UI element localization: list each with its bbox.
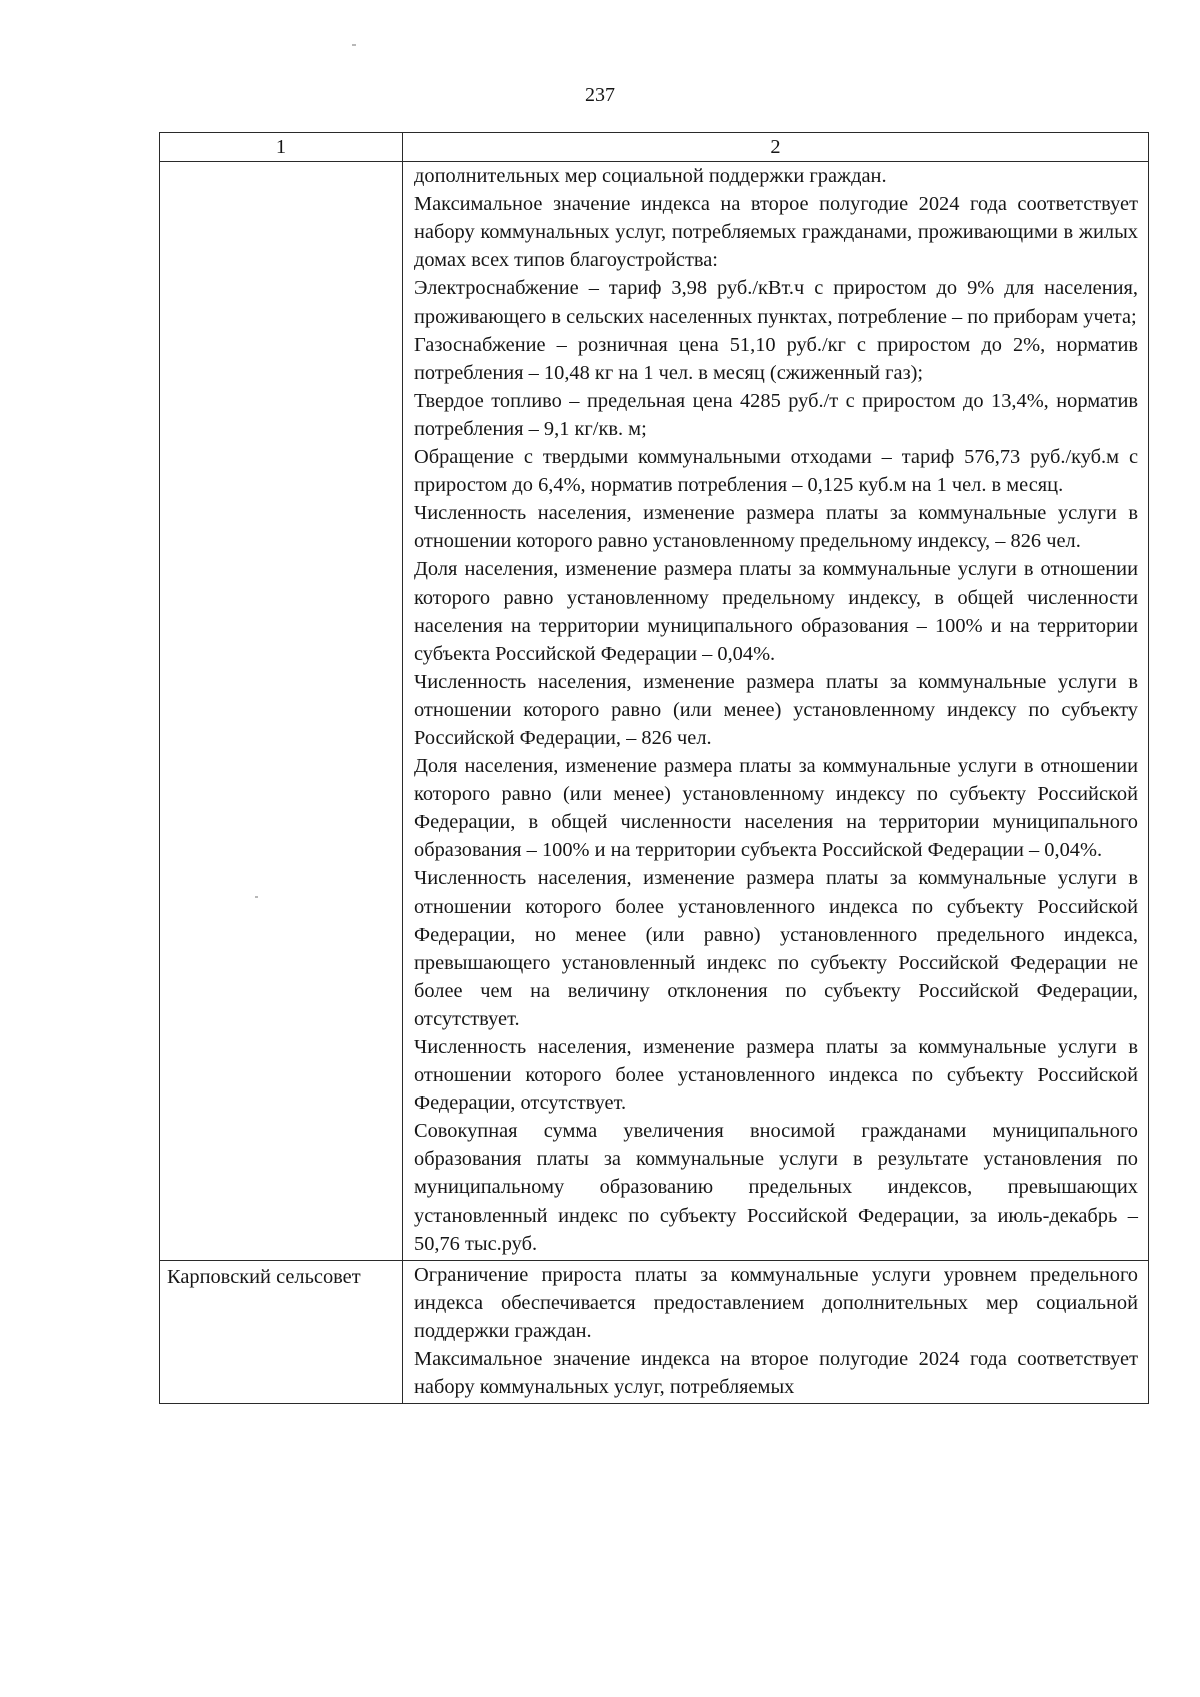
- paragraph: Численность населения, изменение размера платы за коммунальные услуги в отношении которого равно установленному предельному индексу, – 826 чел.: [414, 502, 1138, 553]
- page-number: 237: [585, 84, 615, 106]
- paragraph: Численность населения, изменение размера платы за коммунальные услуги в отношении которого более установленного индекса по субъекту Российской Федерации, но менее (или равно) установленного предельного индекса, превышающего установленный индекс по субъекту Российской Федерации не более чем на величину отклонения по субъекту Российской Федерации, отсутствует.: [414, 867, 1138, 1030]
- paragraph: Газоснабжение – розничная цена 51,10 руб./кг с приростом до 2%, норматив потребления – 10,48 кг на 1 чел. в месяц (сжиженный газ);: [414, 333, 1138, 384]
- paragraph: Твердое топливо – предельная цена 4285 руб./т с приростом до 13,4%, норматив потребления – 9,1 кг/кв. м;: [414, 389, 1138, 440]
- paragraph: Доля населения, изменение размера платы за коммунальные услуги в отношении которого равно (или менее) установленному индексу по субъекту Российской Федерации, в общей численности населения на территории муниципального образования – 100% и на территории субъекта Российской Федерации – 0,04%.: [414, 755, 1138, 862]
- paragraph: Доля населения, изменение размера платы за коммунальные услуги в отношении которого равно установленному предельному индексу, в общей численности населения на территории муниципального образования – 100% и на территории субъекта Российской Федерации – 0,04%.: [414, 558, 1138, 665]
- column-header-2: 2: [403, 133, 1149, 162]
- paragraph: Максимальное значение индекса на второе полугодие 2024 года соответствует набору коммунальных услуг, потребляемых: [414, 1348, 1138, 1399]
- table-header-row: [160, 133, 1149, 162]
- paragraph: Численность населения, изменение размера платы за коммунальные услуги в отношении которого равно (или менее) установленному индексу по субъекту Российской Федерации, – 826 чел.: [414, 670, 1138, 749]
- paragraph: Совокупная сумма увеличения вносимой гражданами муниципального образования платы за коммунальные услуги в результате установления по муниципальному образованию предельных индексов, превышающих установленный индекс по субъекту Российской Федерации, за июль-декабрь – 50,76 тыс.руб.: [414, 1120, 1138, 1255]
- paragraph: Численность населения, изменение размера платы за коммунальные услуги в отношении которого более установленного индекса по субъекту Российской Федерации, отсутствует.: [414, 1036, 1138, 1115]
- description-cell: [403, 1260, 1149, 1403]
- paragraph: Максимальное значение индекса на второе полугодие 2024 года соответствует набору коммунальных услуг, потребляемых гражданами, проживающими в жилых домах всех типов благоустройства:: [414, 193, 1138, 272]
- table-row: [160, 162, 1149, 1261]
- municipality-cell: Карповский сельсовет: [160, 1260, 403, 1403]
- column-header-1: 1: [160, 133, 403, 162]
- paragraph: дополнительных мер социальной поддержки граждан.: [414, 165, 887, 188]
- scan-speck: [255, 896, 258, 898]
- municipality-cell: [160, 162, 403, 1261]
- document-table: [159, 132, 1149, 1404]
- scan-speck: [352, 44, 356, 46]
- paragraph: Электроснабжение – тариф 3,98 руб./кВт.ч с приростом до 9% для населения, проживающего в сельских населенных пунктах, потребление – по приборам учета;: [414, 277, 1138, 328]
- description-cell: [403, 162, 1149, 1261]
- paragraph: Ограничение прироста платы за коммунальные услуги уровнем предельного индекса обеспечивается предоставлением дополнительных мер социальной поддержки граждан.: [414, 1263, 1138, 1342]
- paragraph: Обращение с твердыми коммунальными отходами – тариф 576,73 руб./куб.м с приростом до 6,4%, норматив потребления – 0,125 куб.м на 1 чел. в месяц.: [414, 446, 1138, 497]
- table-row: [160, 1260, 1149, 1403]
